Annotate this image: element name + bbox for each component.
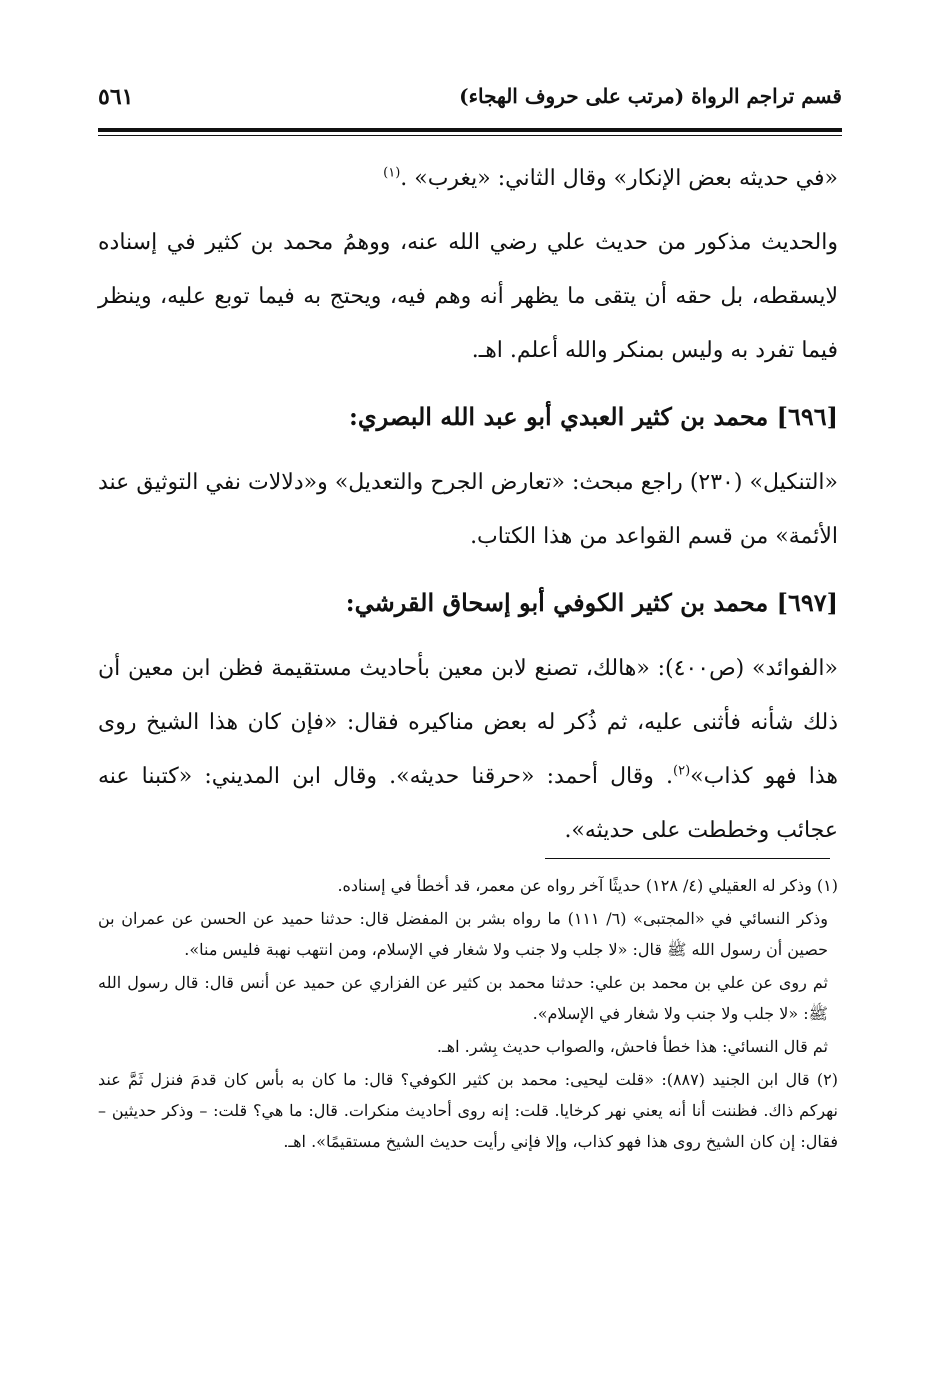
paragraph-3: «التنكيل» (٢٣٠) راجع مبحث: «تعارض الجرح والتعديل» و«دلالات نفي التوثيق عند الأئمة» من قسم القواعد من هذا الكتاب. [98,470,838,549]
footnote-1-para-2: وذكر النسائي في «المجتبى» (٦/ ١١١) ما رواه بشر بن المفضل قال: حدثنا حميد عن الحسن عن عمران بن حصين أن رسول الله ﷺ قال: «لا جلب ولا جنب ولا شغار في الإسلام، ومن انتهب نهبة فليس منا». [98,909,829,959]
footnote-ref-2: (٢) [673,763,691,779]
main-text [98,152,838,868]
paragraph-4 [98,642,838,858]
page-header [98,84,842,124]
paragraph-2: والحديث مذكور من حديث علي رضي الله عنه، ووهمُ محمد بن كثير في إسناده لايسقطه، بل حقه أن يتقى ما يظهر أنه وهم فيه، ويحتج به فيما توبع عليه، وينظر فيما تفرد به وليس بمنكر والله أعلم. اهـ. [98,230,838,363]
footnote-1: (١) وذكر له العقيلي (٤/ ١٢٨) حديثًا آخر رواه عن معمر، قد أخطأ في إسناده. [337,876,838,895]
footnote-1-para-3: ثم روى عن علي بن محمد بن علي: حدثنا محمد بن كثير عن الفزاري عن حميد عن أنس قال: قال رسول الله ﷺ: «لا جلب ولا جنب ولا شغار في الإسلام». [98,973,828,1023]
paragraph-1 [98,152,838,206]
footnote-ref-1: (١) [383,165,401,181]
entry-heading-696: [٦٩٦] محمد بن كثير العبدي أبو عبد الله البصري: [349,402,838,431]
footnote-1-para-4: ثم قال النسائي: هذا خطأ فاحش، والصواب حديث بِشر. اهـ. [436,1037,828,1056]
entry-heading-697: [٦٩٧] محمد بن كثير الكوفي أبو إسحاق القرشي: [345,588,838,617]
paragraph-4-text-a: «الفوائد» (ص٤٠٠): «هالك، تصنع لابن معين بأحاديث مستقيمة فظن ابن معين أن ذلك شأنه فأثنى عليه، ثم ذُكر له بعض مناكيره فقال: «فإن كان هذا الشيخ روى هذا فهو كذاب» [98,656,838,789]
header-rule-thick [98,128,842,132]
footnote-separator [545,858,830,859]
paragraph-4-text-b: . وقال أحمد: «حرقنا حديثه». وقال ابن المديني: «كتبنا عنه عجائب وخططت على حديثه». [98,764,838,843]
paragraph-1-text: «في حديثه بعض الإنكار» وقال الثاني: «يغرب» . [400,166,838,191]
header-rule-thin [98,135,842,136]
footnotes [98,870,838,1159]
page-number: ٥٦١ [98,84,134,110]
running-title: قسم تراجم الرواة (مرتب على حروف الهجاء) [459,84,842,108]
footnote-2: (٢) قال ابن الجنيد (٨٨٧): «قلت ليحيى: محمد بن كثير الكوفي؟ قال: ما كان به بأس كان قدمَ فنزل ثَمَّ عند نهركم ذاك. فظننت أنا أنه يعني نهر كرخايا. قلت: إنه روى أحاديث منكرات. قال: ما هي؟ قلت: – وذكر حديثين – فقال: إن كان الشيخ روى هذا فهو كذاب، وإلا فإني رأيت حديث الشيخ مستقيمًا». اهـ. [98,1070,838,1151]
